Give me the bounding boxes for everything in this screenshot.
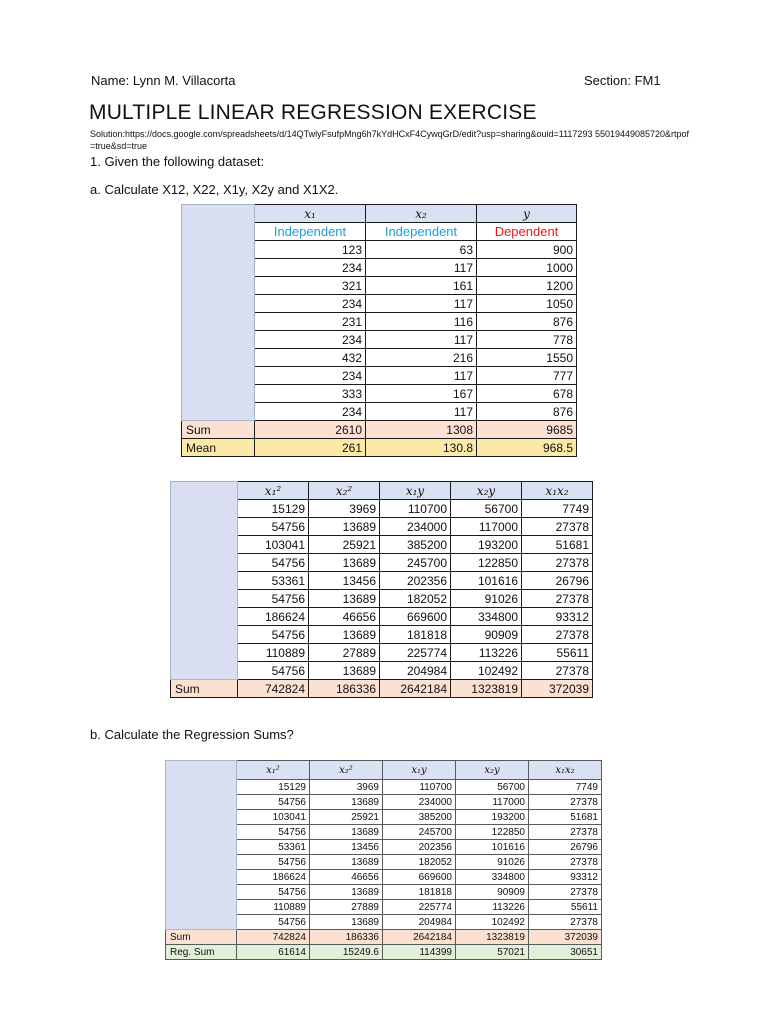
table-cell: 91026 (456, 855, 529, 870)
table-cell: 7749 (522, 500, 593, 518)
table-cell: 26796 (529, 840, 602, 855)
table-cell: 13689 (310, 885, 383, 900)
type-y: Dependent (477, 223, 577, 241)
table-cell: 13689 (309, 662, 380, 680)
table-cell: 117 (366, 367, 477, 385)
table-cell: 245700 (380, 554, 451, 572)
header-x1x2: x₁x₂ (529, 761, 602, 780)
table-cell: 27378 (522, 590, 593, 608)
table-cell: 54756 (237, 915, 310, 930)
mean-label: Mean (182, 439, 255, 457)
table-cell: 234000 (383, 795, 456, 810)
table-cell: 372039 (529, 930, 602, 945)
row-label-cell (166, 761, 237, 930)
table-cell: 1308 (366, 421, 477, 439)
question-b: b. Calculate the Regression Sums? (90, 727, 294, 742)
table-cell: 385200 (383, 810, 456, 825)
mean-row (182, 439, 577, 457)
table-cell: 46656 (309, 608, 380, 626)
table-cell: 54756 (237, 795, 310, 810)
dataset-table (181, 204, 577, 457)
solution-link[interactable]: Solution:https://docs.google.com/spreadsheets/d/14QTwlyFsufpMng6h7kYdHCxF4CywqGrD/edit?usp=sharing&ouid=1117293 55019449085720&rtpof=true&sd=true (90, 129, 690, 151)
table-cell: 25921 (309, 536, 380, 554)
reg-sum-label: Reg. Sum (166, 945, 237, 960)
table-cell: 27378 (522, 554, 593, 572)
table-cell: 46656 (310, 870, 383, 885)
header-x2y: x₂y (456, 761, 529, 780)
table-cell: 63 (366, 241, 477, 259)
table-cell: 2642184 (383, 930, 456, 945)
table-cell: 117 (366, 295, 477, 313)
table-cell: 742824 (238, 680, 309, 698)
table-cell: 117 (366, 403, 477, 421)
table-cell: 968.5 (477, 439, 577, 457)
table-cell: 54756 (238, 518, 309, 536)
table-cell: 122850 (451, 554, 522, 572)
table-cell: 334800 (456, 870, 529, 885)
table-cell: 27378 (529, 915, 602, 930)
table-cell: 102492 (451, 662, 522, 680)
table-cell: 385200 (380, 536, 451, 554)
table-cell: 1050 (477, 295, 577, 313)
student-name: Name: Lynn M. Villacorta (91, 73, 236, 88)
table-cell: 167 (366, 385, 477, 403)
table-cell: 778 (477, 331, 577, 349)
header-y: y (477, 205, 577, 223)
type-x1: Independent (255, 223, 366, 241)
table-cell: 669600 (383, 870, 456, 885)
table-cell: 123 (255, 241, 366, 259)
table-cell: 186624 (238, 608, 309, 626)
table-cell: 117000 (456, 795, 529, 810)
question-1: 1. Given the following dataset: (90, 154, 265, 169)
table-cell: 13456 (310, 840, 383, 855)
table-cell: 234 (255, 367, 366, 385)
header-x2y: x₂y (451, 482, 522, 500)
table-cell: 13689 (309, 590, 380, 608)
table-cell: 54756 (237, 855, 310, 870)
table-cell: 234 (255, 403, 366, 421)
page-title: MULTIPLE LINEAR REGRESSION EXERCISE (89, 101, 537, 124)
table-cell: 54756 (237, 825, 310, 840)
table-cell: 90909 (456, 885, 529, 900)
table-cell: 13689 (310, 795, 383, 810)
table-cell: 110889 (238, 644, 309, 662)
products-table (170, 481, 593, 698)
table-cell: 1000 (477, 259, 577, 277)
table-cell: 231 (255, 313, 366, 331)
table-cell: 113226 (456, 900, 529, 915)
table-cell: 13689 (309, 518, 380, 536)
table-cell: 27889 (310, 900, 383, 915)
table-cell: 678 (477, 385, 577, 403)
table-cell: 234 (255, 331, 366, 349)
table-cell: 3969 (309, 500, 380, 518)
table-cell: 93312 (529, 870, 602, 885)
regression-sums-table (165, 760, 602, 960)
table-cell: 61614 (237, 945, 310, 960)
table-cell: 186336 (310, 930, 383, 945)
table-cell: 25921 (310, 810, 383, 825)
table-cell: 113226 (451, 644, 522, 662)
table-cell: 56700 (451, 500, 522, 518)
table-cell: 54756 (238, 626, 309, 644)
table-cell: 225774 (380, 644, 451, 662)
table-cell: 93312 (522, 608, 593, 626)
table-cell: 321 (255, 277, 366, 295)
table-cell: 234000 (380, 518, 451, 536)
table-cell: 51681 (522, 536, 593, 554)
sum-label: Sum (182, 421, 255, 439)
table-cell: 186624 (237, 870, 310, 885)
table-cell: 56700 (456, 780, 529, 795)
table-cell: 91026 (451, 590, 522, 608)
table-cell: 13456 (309, 572, 380, 590)
table-cell: 1550 (477, 349, 577, 367)
table-cell: 101616 (456, 840, 529, 855)
table-cell: 182052 (380, 590, 451, 608)
table-cell: 193200 (456, 810, 529, 825)
table-cell: 234 (255, 295, 366, 313)
header-x2-squared: x₂² (309, 482, 380, 500)
table-cell: 1323819 (456, 930, 529, 945)
table-cell: 900 (477, 241, 577, 259)
table-cell: 57021 (456, 945, 529, 960)
table-cell: 181818 (380, 626, 451, 644)
header-x1x2: x₁x₂ (522, 482, 593, 500)
table-cell: 102492 (456, 915, 529, 930)
header-x1-squared: x₁² (237, 761, 310, 780)
table-cell: 117 (366, 331, 477, 349)
table-cell: 30651 (529, 945, 602, 960)
table-cell: 3969 (310, 780, 383, 795)
table-cell: 15129 (237, 780, 310, 795)
table-cell: 53361 (237, 840, 310, 855)
table-cell: 15249.6 (310, 945, 383, 960)
row-label-cell (182, 205, 255, 421)
sum-row (166, 930, 602, 945)
table-cell: 202356 (383, 840, 456, 855)
table-cell: 117000 (451, 518, 522, 536)
table-cell: 161 (366, 277, 477, 295)
sum-label: Sum (171, 680, 238, 698)
table-cell: 204984 (383, 915, 456, 930)
table-cell: 130.8 (366, 439, 477, 457)
table-cell: 27889 (309, 644, 380, 662)
table-cell: 90909 (451, 626, 522, 644)
student-section: Section: FM1 (584, 73, 661, 88)
table-cell: 13689 (310, 855, 383, 870)
table-cell: 54756 (238, 662, 309, 680)
sum-label: Sum (166, 930, 237, 945)
table-cell: 110700 (380, 500, 451, 518)
table-cell: 186336 (309, 680, 380, 698)
table-cell: 669600 (380, 608, 451, 626)
table-cell: 55611 (522, 644, 593, 662)
table-cell: 742824 (237, 930, 310, 945)
table-cell: 7749 (529, 780, 602, 795)
table-cell: 103041 (237, 810, 310, 825)
table-cell: 1200 (477, 277, 577, 295)
table-cell: 2610 (255, 421, 366, 439)
table-cell: 53361 (238, 572, 309, 590)
table-cell: 13689 (310, 825, 383, 840)
table-cell: 876 (477, 313, 577, 331)
header-x1y: x₁y (383, 761, 456, 780)
table-cell: 333 (255, 385, 366, 403)
table-cell: 27378 (522, 662, 593, 680)
table-cell: 334800 (451, 608, 522, 626)
table-cell: 26796 (522, 572, 593, 590)
table-cell: 15129 (238, 500, 309, 518)
question-a: a. Calculate X12, X22, X1y, X2y and X1X2. (90, 182, 339, 197)
table-cell: 116 (366, 313, 477, 331)
table-cell: 9685 (477, 421, 577, 439)
table-cell: 54756 (237, 885, 310, 900)
header-x2-squared: x₂² (310, 761, 383, 780)
table-cell: 193200 (451, 536, 522, 554)
type-x2: Independent (366, 223, 477, 241)
table-cell: 27378 (522, 626, 593, 644)
table-cell: 234 (255, 259, 366, 277)
table-cell: 204984 (380, 662, 451, 680)
table-cell: 54756 (238, 554, 309, 572)
reg-sum-row (166, 945, 602, 960)
table-cell: 103041 (238, 536, 309, 554)
table-cell: 27378 (529, 885, 602, 900)
table-cell: 261 (255, 439, 366, 457)
sum-row (182, 421, 577, 439)
table-cell: 110889 (237, 900, 310, 915)
table-cell: 432 (255, 349, 366, 367)
header-x1-squared: x₁² (238, 482, 309, 500)
table-cell: 182052 (383, 855, 456, 870)
table-cell: 27378 (529, 855, 602, 870)
header-x1: x₁ (255, 205, 366, 223)
header-x1y: x₁y (380, 482, 451, 500)
table-cell: 110700 (383, 780, 456, 795)
table-cell: 117 (366, 259, 477, 277)
table-cell: 225774 (383, 900, 456, 915)
table-cell: 54756 (238, 590, 309, 608)
table-cell: 122850 (456, 825, 529, 840)
table-cell: 13689 (309, 626, 380, 644)
sum-row (171, 680, 593, 698)
table-cell: 13689 (310, 915, 383, 930)
header-x2: x₂ (366, 205, 477, 223)
table-cell: 876 (477, 403, 577, 421)
table-cell: 13689 (309, 554, 380, 572)
table-cell: 27378 (529, 825, 602, 840)
table-cell: 181818 (383, 885, 456, 900)
table-cell: 1323819 (451, 680, 522, 698)
table-cell: 216 (366, 349, 477, 367)
table-cell: 101616 (451, 572, 522, 590)
table-cell: 372039 (522, 680, 593, 698)
table-cell: 202356 (380, 572, 451, 590)
table-cell: 245700 (383, 825, 456, 840)
table-cell: 2642184 (380, 680, 451, 698)
table-cell: 777 (477, 367, 577, 385)
table-cell: 51681 (529, 810, 602, 825)
row-label-cell (171, 482, 238, 680)
table-cell: 55611 (529, 900, 602, 915)
table-cell: 27378 (529, 795, 602, 810)
table-cell: 114399 (383, 945, 456, 960)
table-cell: 27378 (522, 518, 593, 536)
